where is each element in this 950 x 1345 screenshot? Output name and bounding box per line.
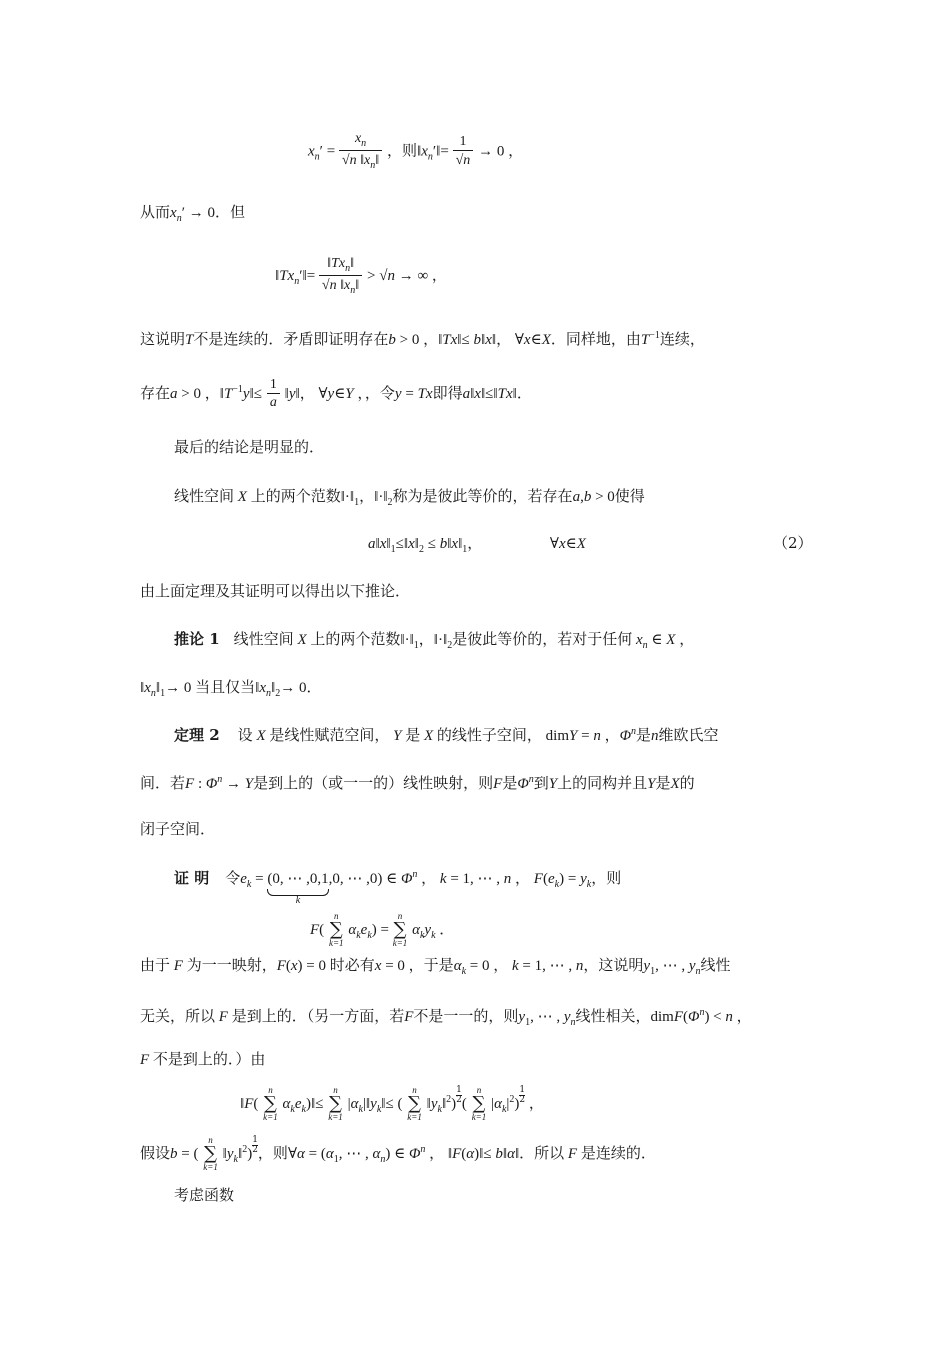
- corollary-1-line-1: 推论 1 线性空间 X 上的两个范数$‖\cdot‖_1$，$‖\cdot‖_2$是彼此等价的，若对于任何 $x_n$ ∈ X ，: [174, 630, 695, 651]
- text-line-conong: 从而$x_n' \to 0$．但: [140, 203, 245, 224]
- equation-xn-prime: $x_n'$ = $\frac{x_n}{√n ‖x_n‖}$ ，则$‖x_n'‖=$ $\frac{1}{√n}$ → 0 ，: [308, 131, 524, 171]
- ek-underbrace: (0, ⋯ ,0,1 k: [267, 871, 329, 906]
- text-line-kaolv: 考虑函数: [174, 1186, 235, 1204]
- equation-number-2: （2）: [773, 534, 813, 552]
- proof-line-jiashe: 假设b = ( n ∑ k=1 $‖y_k‖^2$) $\frac{1}{2}$ ，则∀α = ($\alpha_1$, ⋯ , $\alpha_n$) ∈ $\Phi^n$ ， ‖F(α)‖≤ b‖α‖．所以 F 是连续的．: [140, 1135, 656, 1172]
- corollary-1-line-2: $‖x_n‖_1\to 0$ 当且仅当$‖x_n‖_2\to 0$．: [140, 678, 322, 699]
- equation-txn: $‖Tx_n'‖=$ $\frac{‖Tx_n‖}{√n ‖x_n‖}$ > √n → ∞ ，: [275, 256, 447, 296]
- theorem-2-line-3: 闭子空间．: [140, 820, 216, 838]
- proof-line-wuguan: 无关，所以 F 是到上的．（另一方面，若F不是一一的，则$y_1$, ⋯ , $y_n$线性相关，$dimF(\Phi^n) < n$ ，: [140, 1007, 752, 1028]
- text-line-zhe-shuoming: 这说明T不是连续的．矛盾即证明存在b > 0 ，‖Tx‖≤ b‖x‖， ∀x∈X．同样地，由$T^{-1}$连续，: [140, 330, 705, 348]
- proof-line-bushi-daoshang: F 不是到上的．）由: [140, 1050, 266, 1068]
- equation-2: $a‖x‖_1\le‖x‖_2$ ≤ $b‖x‖_1$， ∀x∈X: [368, 536, 586, 555]
- theorem-title: 定理 2: [174, 726, 220, 744]
- equation-F-sum: F( n ∑ k=1 $\alpha_ke_k$) = n ∑ k=1 $\alpha_ky_k$ ．: [310, 911, 455, 948]
- proof-line-youyu: 由于 F 为一一映射，F(x) = 0 时必有x = 0 ，于是$\alpha_k = 0$ ， k = 1, ⋯ , n，这说明$y_1$, ⋯ , $y_n$线性: [140, 956, 731, 977]
- equation-F-norm-bound: ‖F( n ∑ k=1 $\alpha_ke_k)‖\le$ n ∑ k=1 $|\alpha_k|‖y_k‖\le$ ( n ∑ k=1 $‖y_k‖^2$) $\frac{1}{2}$ ( n ∑ k=1 $|\alpha_k|^2$) $\frac{1}{2}$ ，: [240, 1085, 544, 1122]
- proof-line-1: 证 明 令$e_k = (0$, ⋯ ,0,1 k ,0, ⋯ ,0) ∈ $\Phi^n$ ， k = 1, ⋯ , n ， $F(e_k) = y_k$，则: [174, 869, 622, 906]
- text-line-cunzai: 存在a > 0 ，$‖T^{-1}y‖\le$ $\frac{1}{a}$ ‖y‖， ∀y∈Y ，，令y = Tx即得a‖x‖≤‖Tx‖．: [140, 377, 532, 410]
- theorem-2-line-1: 定理 2 设 X 是线性赋范空间， Y 是 X 的线性子空间， dimY = n ，$\Phi^n$是n维欧氏空: [174, 726, 719, 744]
- text-line-zuihou: 最后的结论是明显的．: [174, 438, 325, 456]
- theorem-2-line-2: 间．若F : $\Phi^n \to Y$是到上的（或一一的）线性映射，则F是$\Phi^n$到Y上的同构并且Y是X的: [140, 774, 695, 792]
- text-line-equivalent-norms: 线性空间 X 上的两个范数$‖\cdot‖_1$，$‖\cdot‖_2$称为是彼此等价的，若存在a,b > 0使得: [174, 487, 645, 508]
- proof-title: 证 明: [174, 869, 210, 887]
- corollary-title: 推论 1: [174, 630, 220, 648]
- text-line-youshangmian: 由上面定理及其证明可以得出以下推论．: [140, 582, 411, 600]
